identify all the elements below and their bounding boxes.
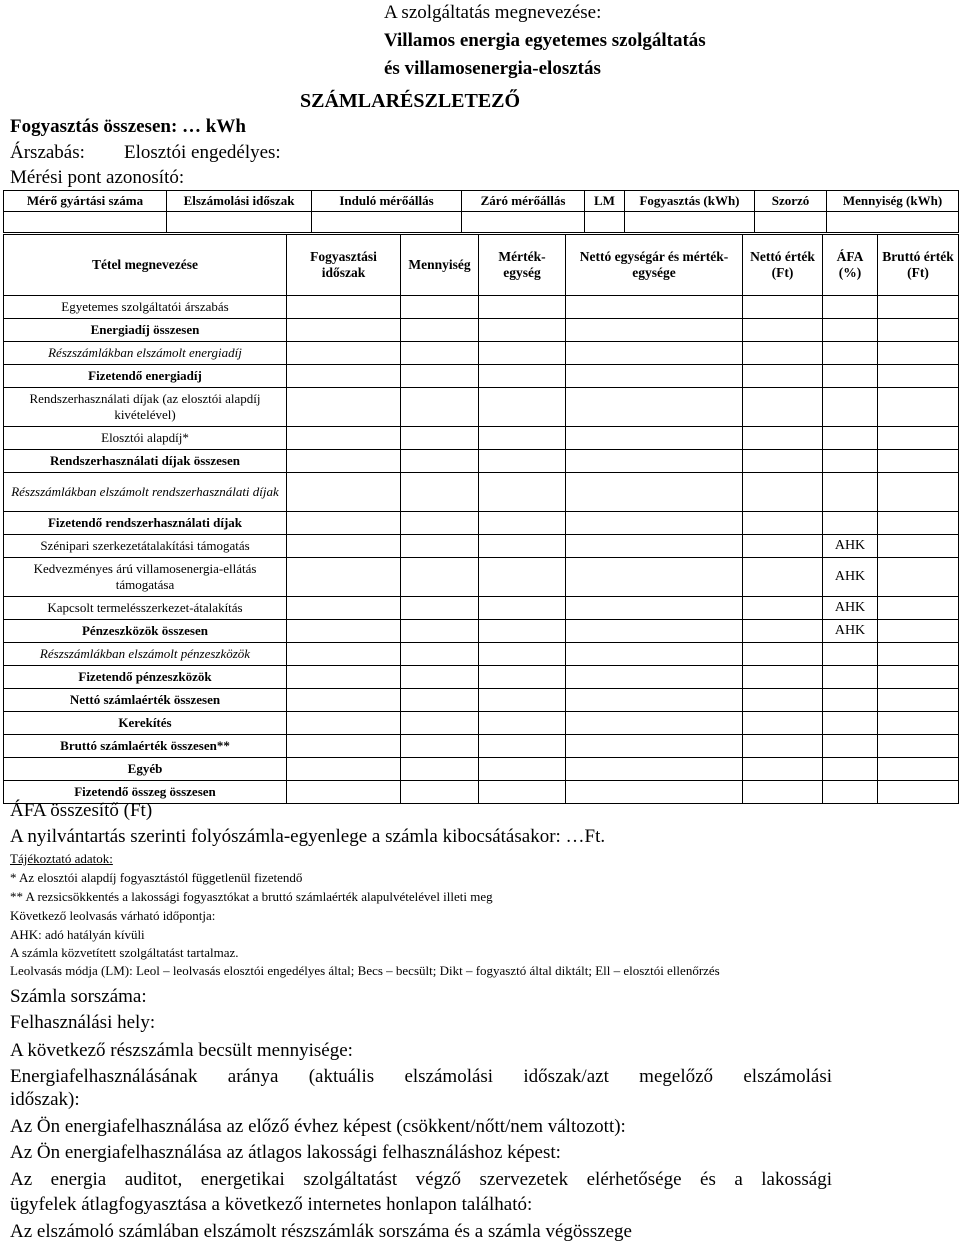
item-cell (743, 781, 823, 804)
item-cell (566, 535, 743, 558)
item-cell (479, 781, 566, 804)
item-name: Elosztói alapdíj* (4, 427, 287, 450)
item-cell (287, 342, 401, 365)
item-cell (479, 450, 566, 473)
item-cell (287, 388, 401, 427)
item-cell (401, 781, 479, 804)
items-col-period: Fogyasztási időszak (287, 235, 401, 296)
item-cell (401, 712, 479, 735)
item-cell (566, 473, 743, 512)
item-name: Fizetendő pénzeszközök (4, 666, 287, 689)
item-vat (823, 388, 878, 427)
item-cell (566, 689, 743, 712)
table-row (4, 342, 959, 365)
consumption-total: Fogyasztás összesen: … kWh (10, 116, 246, 137)
pricing-value: Elosztói engedélyes: (124, 142, 281, 163)
item-cell (878, 758, 959, 781)
item-cell (401, 735, 479, 758)
item-vat: AHK (823, 558, 878, 597)
meter-cell (167, 212, 312, 233)
item-cell (878, 558, 959, 597)
compare-previous-year: Az Ön energiafelhasználása az előző évhez képest (csökkent/nőtt/nem változott): (10, 1116, 626, 1137)
consumption-ratio-line2: időszak): (10, 1089, 80, 1110)
item-cell (479, 388, 566, 427)
item-cell (878, 427, 959, 450)
item-cell (401, 296, 479, 319)
item-cell (287, 781, 401, 804)
table-row (4, 365, 959, 388)
item-cell (401, 450, 479, 473)
consumption-ratio-line1: Energiafelhasználásának aránya (aktuális elszámolási időszak/azt megelőző elszámolási (10, 1066, 832, 1087)
document-title: SZÁMLARÉSZLETEZŐ (300, 90, 521, 112)
item-cell (287, 666, 401, 689)
item-vat (823, 781, 878, 804)
item-vat (823, 342, 878, 365)
item-cell (287, 620, 401, 643)
item-cell (401, 666, 479, 689)
item-name: Egyéb (4, 758, 287, 781)
item-cell (401, 365, 479, 388)
meter-point-id: Mérési pont azonosító: (10, 167, 185, 188)
item-cell (566, 758, 743, 781)
items-col-name: Tétel megnevezése (4, 235, 287, 296)
vat-summary-heading: ÁFA összesítő (Ft) (10, 800, 153, 821)
item-cell (878, 597, 959, 620)
item-cell (401, 427, 479, 450)
table-row (4, 689, 959, 712)
energy-audit-line1: Az energia auditot, energetikai szolgáltatást végző szervezetek elérhetősége és a lakossági (10, 1169, 832, 1190)
item-name: Részszámlákban elszámolt rendszerhasználati díjak (4, 473, 287, 512)
item-name: Részszámlákban elszámolt pénzeszközök (4, 643, 287, 666)
item-name: Kerekítés (4, 712, 287, 735)
item-cell (401, 758, 479, 781)
item-cell (878, 319, 959, 342)
item-vat (823, 712, 878, 735)
item-cell (566, 597, 743, 620)
item-name: Pénzeszközök összesen (4, 620, 287, 643)
meter-col-period: Elszámolási időszak (167, 191, 312, 212)
item-cell (878, 735, 959, 758)
item-vat (823, 473, 878, 512)
item-cell (878, 689, 959, 712)
meter-table (3, 190, 959, 233)
item-cell (878, 296, 959, 319)
note-reading-method: Leolvasás módja (LM): Leol – leolvasás elosztói engedélyes által; Becs – becsült; Dikt – fogyasztó által diktált; Ell – elosztói ellenőrzés (10, 963, 720, 978)
items-col-gross: Bruttó érték (Ft) (878, 235, 959, 296)
item-vat: AHK (823, 535, 878, 558)
item-cell (878, 620, 959, 643)
item-cell (287, 712, 401, 735)
item-cell (479, 597, 566, 620)
item-cell (566, 342, 743, 365)
usage-place: Felhasználási hely: (10, 1012, 156, 1033)
energy-audit-line2: ügyfelek átlagfogyasztása a következő internetes honlapon található: (10, 1194, 533, 1215)
item-name: Részszámlákban elszámolt energiadíj (4, 342, 287, 365)
item-cell (566, 296, 743, 319)
item-cell (287, 450, 401, 473)
item-cell (743, 597, 823, 620)
item-name: Fizetendő rendszerhasználati díjak (4, 512, 287, 535)
table-row (4, 473, 959, 512)
item-cell (743, 758, 823, 781)
meter-cell (312, 212, 462, 233)
table-row (4, 450, 959, 473)
item-cell (401, 342, 479, 365)
item-name: Kapcsolt termelésszerkezet-átalakítás (4, 597, 287, 620)
note-intermediated: A számla közvetített szolgáltatást tartalmaz. (10, 945, 239, 960)
item-cell (743, 643, 823, 666)
item-cell (287, 758, 401, 781)
next-partial-invoice: A következő részszámla becsült mennyisége: (10, 1040, 353, 1061)
item-cell (401, 597, 479, 620)
item-cell (479, 758, 566, 781)
meter-cell (625, 212, 755, 233)
item-cell (743, 666, 823, 689)
item-cell (743, 512, 823, 535)
item-cell (566, 512, 743, 535)
item-cell (878, 473, 959, 512)
item-cell (479, 512, 566, 535)
item-cell (566, 319, 743, 342)
item-cell (479, 712, 566, 735)
item-vat: AHK (823, 620, 878, 643)
invoice-number: Számla sorszáma: (10, 986, 147, 1007)
item-cell (479, 666, 566, 689)
item-cell (878, 450, 959, 473)
info-heading: Tájékoztató adatok: (10, 851, 113, 866)
item-cell (287, 689, 401, 712)
item-cell (479, 558, 566, 597)
account-balance-line: A nyilvántartás szerinti folyószámla-egyenlege a számla kibocsátásakor: …Ft. (10, 826, 606, 847)
table-row (4, 427, 959, 450)
item-cell (878, 712, 959, 735)
compare-average: Az Ön energiafelhasználása az átlagos lakossági felhasználáshoz képest: (10, 1142, 561, 1163)
item-cell (566, 643, 743, 666)
item-cell (566, 365, 743, 388)
meter-col-consumption: Fogyasztás (kWh) (625, 191, 755, 212)
item-cell (566, 388, 743, 427)
meter-col-serial: Mérő gyártási száma (4, 191, 167, 212)
meter-col-end: Záró mérőállás (462, 191, 585, 212)
item-cell (401, 388, 479, 427)
item-cell (743, 620, 823, 643)
item-name: Energiadíj összesen (4, 319, 287, 342)
item-cell (287, 735, 401, 758)
table-row (4, 388, 959, 427)
item-name: Fizetendő összeg összesen (4, 781, 287, 804)
item-cell (878, 512, 959, 535)
item-cell (401, 512, 479, 535)
item-cell (743, 735, 823, 758)
item-vat (823, 643, 878, 666)
item-cell (287, 365, 401, 388)
item-name: Kedvezményes árú villamosenergia-ellátás támogatása (4, 558, 287, 597)
items-col-quantity: Mennyiség (401, 235, 479, 296)
item-cell (479, 735, 566, 758)
item-cell (743, 558, 823, 597)
item-cell (401, 473, 479, 512)
item-cell (566, 620, 743, 643)
meter-cell (585, 212, 625, 233)
table-row (4, 735, 959, 758)
item-cell (287, 512, 401, 535)
pricing-label: Árszabás: (10, 142, 85, 163)
item-cell (401, 643, 479, 666)
table-row (4, 558, 959, 597)
table-row (4, 535, 959, 558)
item-cell (743, 473, 823, 512)
item-cell (287, 427, 401, 450)
meter-col-start: Induló mérőállás (312, 191, 462, 212)
item-vat (823, 689, 878, 712)
table-row (4, 597, 959, 620)
item-cell (743, 427, 823, 450)
meter-col-multiplier: Szorzó (755, 191, 827, 212)
item-vat (823, 758, 878, 781)
item-name: Rendszerhasználati díjak összesen (4, 450, 287, 473)
service-name-line1: Villamos energia egyetemes szolgáltatás (384, 30, 706, 51)
item-cell (878, 388, 959, 427)
table-row (4, 758, 959, 781)
item-cell (743, 689, 823, 712)
item-vat (823, 450, 878, 473)
settlement-partials-line: Az elszámoló számlában elszámolt részszámlák sorszáma és a számla végösszege (10, 1221, 632, 1242)
item-vat (823, 666, 878, 689)
note-base-fee: * Az elosztói alapdíj fogyasztástól függetlenül fizetendő (10, 870, 303, 885)
item-cell (401, 535, 479, 558)
item-vat (823, 512, 878, 535)
table-row (4, 643, 959, 666)
service-name-line2: és villamosenergia-elosztás (384, 58, 601, 79)
item-cell (401, 620, 479, 643)
item-cell (566, 781, 743, 804)
item-cell (479, 319, 566, 342)
item-cell (287, 296, 401, 319)
note-utility-reduction: ** A rezsicsökkentés a lakossági fogyasztókat a bruttó számlaérték alapulvételével illeti meg (10, 889, 493, 904)
item-cell (566, 666, 743, 689)
item-cell (566, 712, 743, 735)
items-col-unit: Mérték-egység (479, 235, 566, 296)
item-name: Rendszerhasználati díjak (az elosztói alapdíj kivételével) (4, 388, 287, 427)
table-row (4, 512, 959, 535)
note-ahk: AHK: adó hatályán kívüli (10, 927, 145, 942)
item-cell (878, 666, 959, 689)
meter-cell (755, 212, 827, 233)
table-row (4, 666, 959, 689)
item-cell (401, 558, 479, 597)
item-cell (479, 620, 566, 643)
item-cell (878, 342, 959, 365)
item-name: Fizetendő energiadíj (4, 365, 287, 388)
service-label: A szolgáltatás megnevezése: (384, 2, 602, 23)
item-cell (878, 535, 959, 558)
item-cell (743, 388, 823, 427)
meter-col-quantity: Mennyiség (kWh) (827, 191, 959, 212)
item-cell (287, 319, 401, 342)
item-vat (823, 735, 878, 758)
item-cell (878, 643, 959, 666)
item-vat: AHK (823, 597, 878, 620)
item-cell (401, 689, 479, 712)
item-cell (743, 319, 823, 342)
meter-cell (827, 212, 959, 233)
item-cell (479, 427, 566, 450)
items-col-net: Nettó érték (Ft) (743, 235, 823, 296)
item-cell (743, 296, 823, 319)
meter-col-lm: LM (585, 191, 625, 212)
item-cell (743, 450, 823, 473)
item-cell (566, 427, 743, 450)
item-cell (287, 643, 401, 666)
table-row (4, 620, 959, 643)
item-cell (287, 597, 401, 620)
item-cell (743, 365, 823, 388)
item-cell (479, 689, 566, 712)
item-cell (743, 535, 823, 558)
items-col-unit-price: Nettó egységár és mérték-egysége (566, 235, 743, 296)
meter-cell (4, 212, 167, 233)
item-cell (287, 535, 401, 558)
item-cell (878, 781, 959, 804)
item-vat (823, 296, 878, 319)
meter-cell (462, 212, 585, 233)
item-cell (743, 712, 823, 735)
item-vat (823, 365, 878, 388)
item-cell (479, 473, 566, 512)
item-cell (878, 365, 959, 388)
item-name: Nettó számlaérték összesen (4, 689, 287, 712)
item-cell (566, 558, 743, 597)
item-cell (479, 643, 566, 666)
item-cell (287, 473, 401, 512)
item-name: Szénipari szerkezetátalakítási támogatás (4, 535, 287, 558)
items-col-vat: ÁFA (%) (823, 235, 878, 296)
item-cell (479, 365, 566, 388)
item-cell (743, 342, 823, 365)
item-cell (566, 450, 743, 473)
note-next-reading: Következő leolvasás várható időpontja: (10, 908, 216, 923)
item-cell (479, 296, 566, 319)
item-name: Egyetemes szolgáltatói árszabás (4, 296, 287, 319)
item-cell (479, 535, 566, 558)
table-row (4, 319, 959, 342)
item-vat (823, 427, 878, 450)
item-cell (479, 342, 566, 365)
table-row (4, 296, 959, 319)
item-name: Bruttó számlaérték összesen** (4, 735, 287, 758)
items-table (3, 234, 959, 804)
item-cell (401, 319, 479, 342)
item-vat (823, 319, 878, 342)
table-row (4, 712, 959, 735)
item-cell (287, 558, 401, 597)
item-cell (566, 735, 743, 758)
